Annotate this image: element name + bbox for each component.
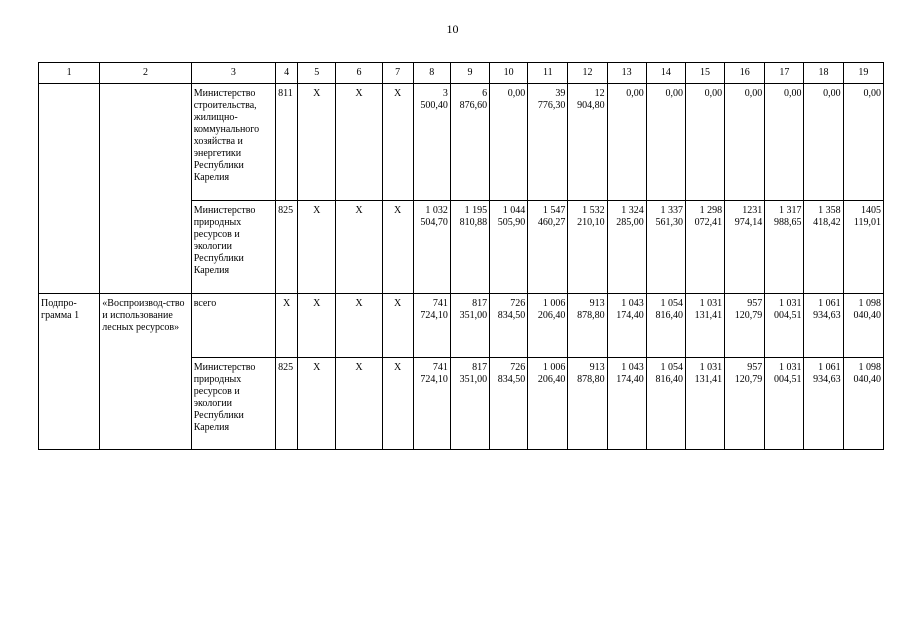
table-cell: X xyxy=(336,294,382,358)
code-cell: X xyxy=(276,294,298,358)
value-cell: 1 031 004,51 xyxy=(765,358,804,450)
value-cell: 913 878,80 xyxy=(568,358,607,450)
value-cell: 1 098 040,40 xyxy=(843,358,883,450)
column-header: 8 xyxy=(413,63,450,84)
column-header: 13 xyxy=(607,63,646,84)
value-cell: 1 054 816,40 xyxy=(646,294,685,358)
value-cell: 1 547 460,27 xyxy=(528,201,568,294)
value-cell: 1 317 988,65 xyxy=(765,201,804,294)
column-header: 1 xyxy=(39,63,100,84)
column-header: 7 xyxy=(382,63,413,84)
value-cell: 1 195 810,88 xyxy=(450,201,489,294)
value-cell: 0,00 xyxy=(607,84,646,201)
value-cell: 0,00 xyxy=(804,84,843,201)
administrator-cell: Министерство природных ресурсов и экологии Республики Карелия xyxy=(191,358,275,450)
value-cell: 1 032 504,70 xyxy=(413,201,450,294)
value-cell: 0,00 xyxy=(646,84,685,201)
table-cell: X xyxy=(382,294,413,358)
value-cell: 3 500,40 xyxy=(413,84,450,201)
column-header: 12 xyxy=(568,63,607,84)
column-header: 19 xyxy=(843,63,883,84)
value-cell: 913 878,80 xyxy=(568,294,607,358)
value-cell: 741 724,10 xyxy=(413,358,450,450)
column-header: 14 xyxy=(646,63,685,84)
table-cell: X xyxy=(382,201,413,294)
table-row xyxy=(39,84,884,201)
value-cell: 1405 119,01 xyxy=(843,201,883,294)
value-cell: 1 054 816,40 xyxy=(646,358,685,450)
value-cell: 726 834,50 xyxy=(490,358,528,450)
table-cell: X xyxy=(382,358,413,450)
table-cell: X xyxy=(336,201,382,294)
table-cell: X xyxy=(382,84,413,201)
code-cell: 811 xyxy=(276,84,298,201)
column-header: 11 xyxy=(528,63,568,84)
value-cell: 0,00 xyxy=(725,84,765,201)
column-header: 9 xyxy=(450,63,489,84)
column-header: 5 xyxy=(298,63,336,84)
value-cell: 817 351,00 xyxy=(450,294,489,358)
value-cell: 1 043 174,40 xyxy=(607,294,646,358)
table-cell xyxy=(39,84,100,294)
code-cell: 825 xyxy=(276,201,298,294)
table-cell: X xyxy=(298,358,336,450)
value-cell: 1 358 418,42 xyxy=(804,201,843,294)
value-cell: 957 120,79 xyxy=(725,294,765,358)
value-cell: 1 031 004,51 xyxy=(765,294,804,358)
value-cell: 1 298 072,41 xyxy=(685,201,724,294)
administrator-cell: Министерство строительства, жилищно-коммунального хозяйства и энергетики Республики Карелия xyxy=(191,84,275,201)
column-header: 15 xyxy=(685,63,724,84)
page-number: 10 xyxy=(446,22,459,36)
value-cell: 1 006 206,40 xyxy=(528,294,568,358)
column-header: 16 xyxy=(725,63,765,84)
value-cell: 6 876,60 xyxy=(450,84,489,201)
value-cell: 0,00 xyxy=(685,84,724,201)
value-cell: 1 324 285,00 xyxy=(607,201,646,294)
value-cell: 1 337 561,30 xyxy=(646,201,685,294)
value-cell: 1 098 040,40 xyxy=(843,294,883,358)
administrator-cell: Министерство природных ресурсов и экологии Республики Карелия xyxy=(191,201,275,294)
column-header: 17 xyxy=(765,63,804,84)
column-header: 10 xyxy=(490,63,528,84)
value-cell: 726 834,50 xyxy=(490,294,528,358)
budget-table xyxy=(38,62,884,450)
table-cell: X xyxy=(336,358,382,450)
subprogram-title-cell: «Воспроизвод-ство и использование лесных ресурсов» xyxy=(100,294,191,450)
column-header: 6 xyxy=(336,63,382,84)
value-cell: 1 006 206,40 xyxy=(528,358,568,450)
table-cell xyxy=(100,84,191,294)
subprogram-cell: Подпро-грамма 1 xyxy=(39,294,100,450)
value-cell: 39 776,30 xyxy=(528,84,568,201)
code-cell: 825 xyxy=(276,358,298,450)
value-cell: 741 724,10 xyxy=(413,294,450,358)
table-cell: X xyxy=(298,294,336,358)
column-header: 2 xyxy=(100,63,191,84)
value-cell: 1 061 934,63 xyxy=(804,358,843,450)
value-cell: 1 043 174,40 xyxy=(607,358,646,450)
column-header: 18 xyxy=(804,63,843,84)
value-cell: 1 031 131,41 xyxy=(685,358,724,450)
value-cell: 1 044 505,90 xyxy=(490,201,528,294)
table-cell: X xyxy=(298,201,336,294)
value-cell: 1231 974,14 xyxy=(725,201,765,294)
value-cell: 817 351,00 xyxy=(450,358,489,450)
header-row xyxy=(39,63,884,84)
column-header: 3 xyxy=(191,63,275,84)
value-cell: 1 532 210,10 xyxy=(568,201,607,294)
value-cell: 1 031 131,41 xyxy=(685,294,724,358)
column-header: 4 xyxy=(276,63,298,84)
table-row xyxy=(39,294,884,358)
table-cell: X xyxy=(298,84,336,201)
value-cell: 1 061 934,63 xyxy=(804,294,843,358)
value-cell: 12 904,80 xyxy=(568,84,607,201)
value-cell: 0,00 xyxy=(490,84,528,201)
value-cell: 0,00 xyxy=(765,84,804,201)
value-cell: 957 120,79 xyxy=(725,358,765,450)
administrator-cell: всего xyxy=(191,294,275,358)
value-cell: 0,00 xyxy=(843,84,883,201)
table-cell: X xyxy=(336,84,382,201)
